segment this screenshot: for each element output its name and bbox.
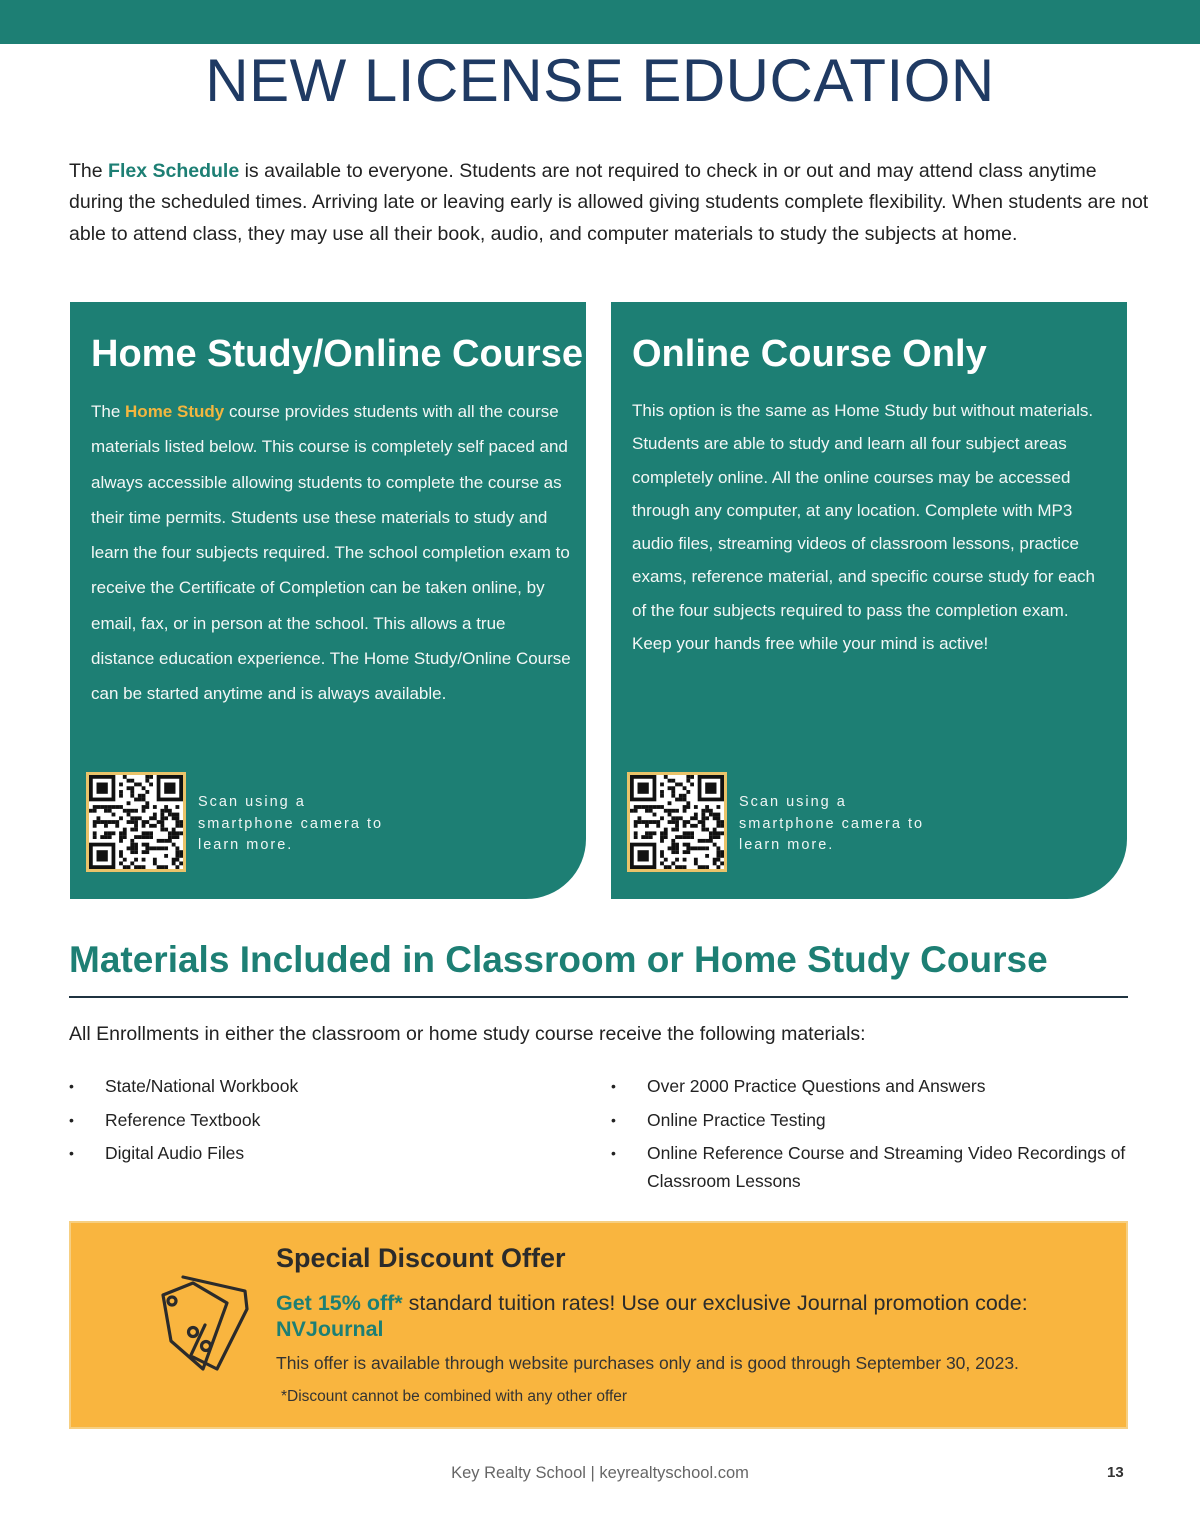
top-banner-bar [0,0,1200,44]
scan-instructions: Scan using a smartphone camera to learn more. [198,794,384,853]
page-number: 13 [1107,1464,1124,1481]
home-study-description [91,394,571,712]
intro-prefix: The [69,160,109,182]
home-study-prefix: The [91,402,126,421]
materials-list-left [69,1072,569,1173]
discount-tag-icon [155,1269,255,1379]
intro-text: is available to everyone. Students are not required to check in or out and may attend class anytime during the scheduled times. Arriving late or leaving early is allowed giving students complete flexibility. When students are not able to attend class, they may use all their book, audio, and computer materials to study the subjects at home. [69,160,1149,245]
offer-disclaimer: *Discount cannot be combined with any other offer [281,1388,628,1405]
online-only-panel [611,302,1127,899]
list-item: • Reference Textbook [69,1106,569,1134]
intro-paragraph [69,156,1154,250]
list-item: • Online Reference Course and Streaming Video Recordings of Classroom Lessons [611,1139,1131,1195]
offer-highlight: Get 15% off* [276,1291,403,1315]
flex-schedule-highlight: Flex Schedule [108,160,240,182]
scan-instructions: Scan using a smartphone camera to learn more. [739,794,925,853]
section-divider [69,996,1128,998]
page-title: NEW LICENSE EDUCATION [205,47,995,114]
offer-availability: This offer is available through website purchases only and is good through September 30, 2023. [276,1353,1019,1373]
list-item: • Over 2000 Practice Questions and Answers [611,1072,1131,1100]
list-item: • Online Practice Testing [611,1106,1131,1134]
list-item: • State/National Workbook [69,1072,569,1100]
materials-heading: Materials Included in Classroom or Home Study Course [69,939,1048,980]
home-study-highlight: Home Study [125,402,225,421]
list-item: • Digital Audio Files [69,1139,569,1167]
online-only-description: This option is the same as Home Study but without materials. Students are able to study and learn all four subject areas completely online. All the online courses may be accessed through any computer, at any location. Complete with MP3 audio files, streaming videos of classroom lessons, practice exams, reference material, and specific course study for each of the four subjects required to pass the completion exam. Keep your hands free while your mind is active! [632,401,1095,654]
online-only-heading: Online Course Only [632,333,987,375]
discount-offer-box [69,1221,1128,1429]
promo-code: NVJournal [276,1317,384,1341]
home-study-text: course provides students with all the course materials listed below. This course is completely self paced and always accessible allowing students to complete the course as their time permits. Students use these materials to study and learn the four subjects required. The school completion exam to receive the Certificate of Completion can be taken online, by email, fax, or in person at the school. This allows a true distance education experience. The Home Study/Online Course can be started anytime and is always available. [91,402,571,704]
offer-details [276,1290,1076,1342]
qr-code-icon[interactable] [86,772,186,872]
offer-text: standard tuition rates! Use our exclusive Journal promotion code: [402,1291,1028,1315]
materials-intro: All Enrollments in either the classroom or home study course receive the following materials: [69,1023,866,1045]
footer-text: Key Realty School | keyrealtyschool.com [451,1464,749,1482]
home-study-heading: Home Study/Online Course [91,333,583,375]
materials-list-right [611,1072,1131,1201]
qr-code-icon[interactable] [627,772,727,872]
offer-heading: Special Discount Offer [276,1243,566,1273]
home-study-panel [70,302,586,899]
